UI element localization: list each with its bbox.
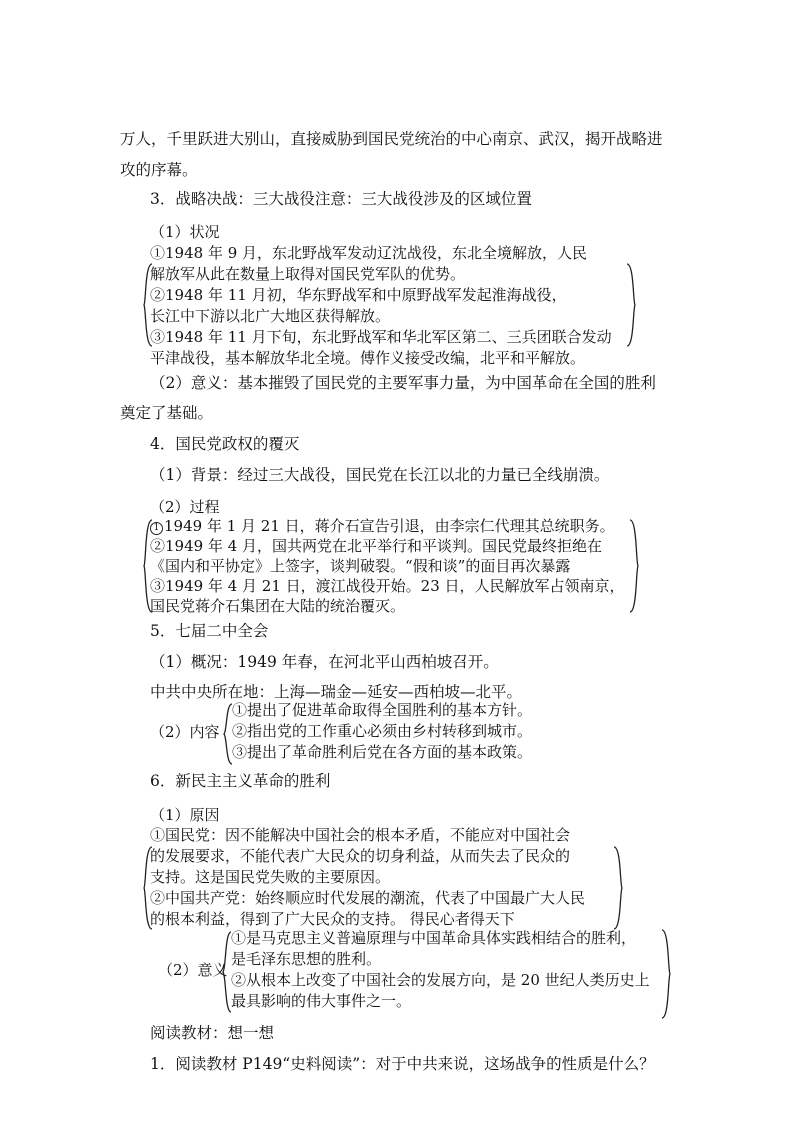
left-brace xyxy=(142,845,154,931)
right-brace xyxy=(612,845,624,931)
reading-heading: 阅读教材：想一想 xyxy=(150,1024,275,1042)
reason-label: （1）原因 xyxy=(150,806,220,824)
section-5-route: 中共中央所在地：上海—瑞金—延安—西柏坡—北平。 xyxy=(150,683,523,701)
content-line-3: ③提出了革命胜利后党在各方面的基本政策。 xyxy=(232,743,533,761)
content-line-1: ①提出了促进革命取得全国胜利的基本方针。 xyxy=(232,701,533,719)
reason-line-1: ①国民党：因不能解决中国社会的根本矛盾，不能应对中国社会 xyxy=(150,826,571,844)
process-line-3: 《国内和平协定》上签字，谈判破裂。“假和谈”的面目再次暴露 xyxy=(150,557,571,575)
section-6-heading: 6．新民主主义革命的胜利 xyxy=(150,772,331,790)
status-line-2: 解放军从此在数量上取得对国民党军队的优势。 xyxy=(150,265,466,283)
section-4-background: （1）背景：经过三大战役，国民党在长江以北的力量已全线崩溃。 xyxy=(150,466,610,484)
right-brace xyxy=(660,928,672,1020)
right-brace xyxy=(628,518,640,614)
status-line-5: ③1948 年 11 月下旬，东北野战军和华北军区第二、三兵团联合发动 xyxy=(150,328,612,346)
intro-line-1: 万人，千里跃进大别山，直接威胁到国民党统治的中心南京、武汉，揭开战略进 xyxy=(120,130,663,148)
process-line-4: ③1949 年 4 月 21 日，渡江战役开始。23 日，人民解放军占领南京， xyxy=(150,577,625,595)
content-line-2: ②指出党的工作重心必须由乡村转移到城市。 xyxy=(232,722,533,740)
reason-line-5: 的根本利益，得到了广大民众的支持。 得民心者得天下 xyxy=(150,910,515,928)
status-line-6: 平津战役，基本解放华北全境。傅作义接受改编，北平和平解放。 xyxy=(150,349,586,367)
section-4-heading: 4．国民党政权的覆灭 xyxy=(150,435,300,453)
meaning-line-2: 是毛泽东思想的胜利。 xyxy=(231,950,382,968)
meaning-line-4: 最具影响的伟大事件之一。 xyxy=(231,992,412,1010)
section-3-meaning-line-1: （2）意义：基本摧毁了国民党的主要军事力量，为中国革命在全国的胜利 xyxy=(150,374,656,392)
section-3-meaning-line-2: 奠定了基础。 xyxy=(120,404,214,422)
section-5-overview: （1）概况：1949 年春，在河北平山西柏坡召开。 xyxy=(150,653,499,671)
content-label: （2）内容 xyxy=(150,723,220,741)
process-line-5: 国民党蒋介石集团在大陆的统治覆灭。 xyxy=(150,597,406,615)
meaning-line-1: ①是马克思主义普遍原理与中国革命具体实践相结合的胜利， xyxy=(231,929,637,947)
reason-line-3: 支持。这是国民党失败的主要原因。 xyxy=(150,868,391,886)
reason-line-4: ②中国共产党：始终顺应时代发展的潮流，代表了中国最广大人民 xyxy=(150,889,586,907)
meaning-label: （2）意义 xyxy=(158,961,228,979)
reason-line-2: 的发展要求，不能代表广大民众的切身利益，从而失去了民众的 xyxy=(150,847,571,865)
left-brace xyxy=(142,518,154,614)
reading-question: 1．阅读教材 P149“史料阅读”：对于中共来说，这场战争的性质是什么？ xyxy=(150,1055,655,1073)
process-line-1: 1 1949 年 1 月 21 日，蒋介石宣告引退，由李宗仁代理其总统职务。 xyxy=(150,519,615,535)
intro-line-2: 攻的序幕。 xyxy=(120,161,198,179)
process-label: （2）过程 xyxy=(150,498,220,516)
right-brace xyxy=(625,262,637,348)
section-5-heading: 5．七届二中全会 xyxy=(150,622,269,640)
status-label: （1）状况 xyxy=(150,223,220,241)
left-brace xyxy=(142,262,154,348)
meaning-line-3: ②从根本上改变了中国社会的发展方向，是 20 世纪人类历史上 xyxy=(231,971,650,989)
status-line-4: 长江中下游以北广大地区获得解放。 xyxy=(150,307,391,325)
status-line-3: ②1948 年 11 月初，华东野战军和中原野战军发起淮海战役， xyxy=(150,286,567,304)
status-line-1: ①1948 年 9 月，东北野战军发动辽沈战役，东北全境解放，人民 xyxy=(150,244,588,262)
process-line-2: ②1949 年 4 月，国共两党在北平举行和平谈判。国民党最终拒绝在 xyxy=(150,537,603,555)
section-3-heading: 3．战略决战：三大战役注意：三大战役涉及的区域位置 xyxy=(150,190,532,208)
